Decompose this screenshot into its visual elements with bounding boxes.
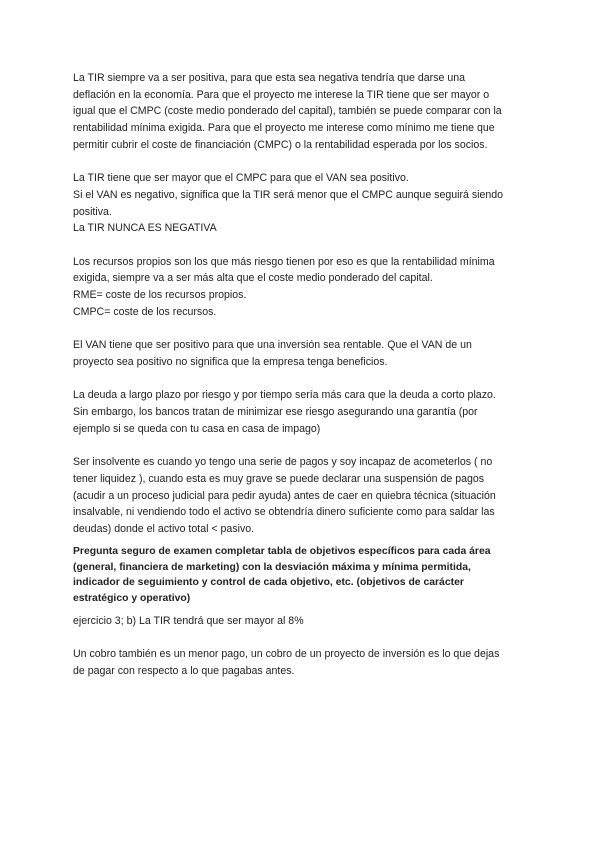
paragraph-tir-positive	[73, 70, 523, 154]
paragraph-gap	[73, 237, 523, 254]
text-line: positiva.	[73, 205, 112, 218]
text-line: ejemplo si se queda con tu casa en casa de impago)	[73, 422, 321, 435]
text-line: La TIR tiene que ser mayor que el CMPC para que el VAN sea positivo.	[73, 172, 409, 185]
text-line: La TIR siempre va a ser positiva, para que esta sea negativa tendría que darse una	[73, 72, 466, 84]
text-line: Ser insolvente es cuando yo tengo una serie de pagos y soy incapaz de acometerlos ( no	[73, 456, 493, 469]
text-line: insalvable, ni vendiendo todo el activo se obtendría dinero suficiente como para saldar las	[73, 506, 495, 519]
text-line: Los recursos propios son los que más riesgo tienen por eso es que la rentabilidad mínima	[73, 255, 495, 268]
text-line: Si el VAN es negativo, significa que la TIR será menor que el CMPC aunque seguirá siendo	[73, 188, 504, 201]
text-line: estratégico y operativo)	[73, 592, 191, 604]
paragraph-gap	[73, 437, 523, 454]
text-line: proyecto sea positivo no significa que la empresa tenga beneficios.	[73, 355, 388, 368]
text-line: RME= coste de los recursos propios.	[73, 289, 247, 302]
text-line: igual que el CMPC (coste medio ponderado del capital), también se puede comparar con la	[73, 105, 502, 118]
text-line: exigida, siempre va a ser más alta que el coste medio ponderado del capital.	[73, 272, 433, 285]
text-line: rentabilidad mínima exigida. Para que el proyecto me interese como mínimo me tiene que	[73, 122, 495, 135]
text-line: La deuda a largo plazo por riesgo y por tiempo sería más cara que la deuda a corto plazo.	[73, 389, 496, 402]
text-line: La TIR NUNCA ES NEGATIVA	[73, 222, 217, 235]
text-line: El VAN tiene que ser positivo para que una inversión sea rentable. Que el VAN de un	[73, 339, 472, 352]
text-line: (general, financiera de marketing) con la desviación máxima y mínima permitida,	[73, 561, 471, 573]
paragraph-van	[73, 337, 523, 370]
text-line: indicador de seguimiento y control de cada objetivo, etc. (objetivos de carácter	[73, 577, 464, 588]
paragraph-gap	[73, 154, 523, 171]
text-line: Pregunta seguro de examen completar tabla de objetivos específicos para cada área	[73, 546, 491, 557]
text-line: Sin embargo, los bancos tratan de minimizar ese riesgo asegurando una garantía (por	[73, 406, 478, 418]
text-line: de pagar con respecto a lo que pagabas antes.	[73, 665, 295, 678]
paragraph-recursos-propios	[73, 254, 523, 321]
paragraph-insolvente	[73, 454, 523, 538]
text-line: Un cobro también es un menor pago, un cobro de un proyecto de inversión es lo que dejas	[73, 648, 500, 661]
text-line: deflación en la economía. Para que el proyecto me interese la TIR tiene que ser mayor o	[73, 88, 490, 101]
text-line: tener liquidez ), cuando esta es muy grave se puede declarar una suspensión de pagos	[73, 472, 485, 485]
paragraph-gap	[73, 321, 523, 338]
text-line: CMPC= coste de los recursos.	[73, 305, 217, 318]
paragraph-deuda	[73, 387, 523, 437]
text-line: deudas) donde el activo total < pasivo.	[73, 522, 255, 535]
paragraph-gap	[73, 371, 523, 388]
paragraph-tir-cmpc	[73, 170, 523, 237]
text-line: permitir cubrir el coste de financiación (CMPC) o la rentabilidad esperada por los socios.	[73, 138, 488, 151]
lower-notes	[73, 613, 533, 680]
notes-body	[73, 70, 523, 538]
exam-question-heading	[73, 544, 533, 606]
paragraph-gap	[73, 630, 533, 647]
text-line: (acudir a un proceso judicial para pedir ayuda) antes de caer en quiebra técnica (situación	[73, 489, 496, 502]
exercise-note: ejercicio 3; b) La TIR tendrá que ser mayor al 8%	[73, 615, 304, 627]
